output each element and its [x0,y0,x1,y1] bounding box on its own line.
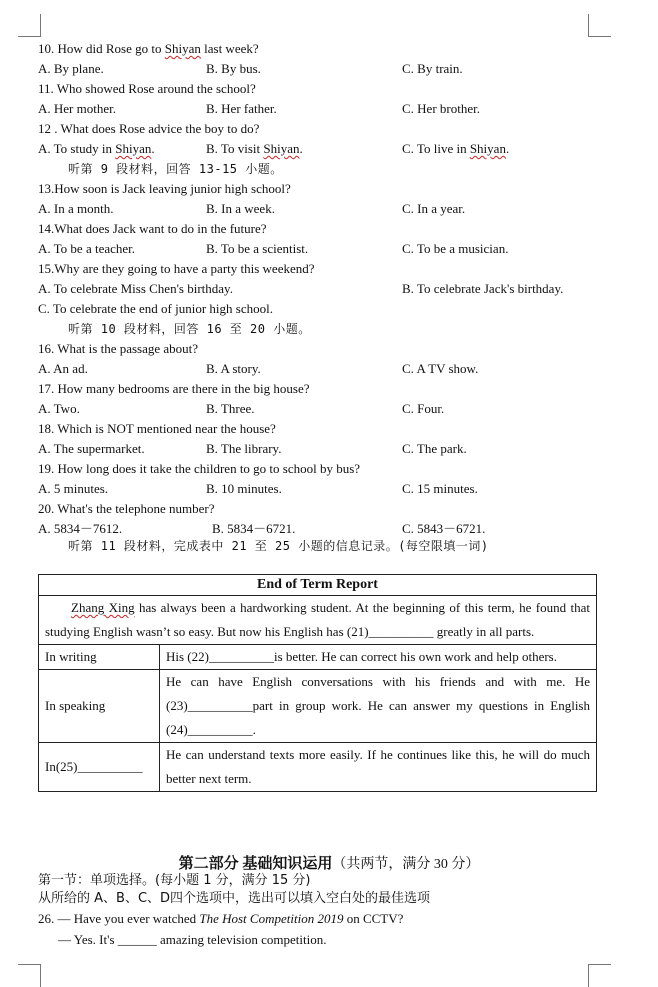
question-16: 16. What is the passage about? [38,341,199,356]
report-label-writing: In writing [39,645,160,670]
option-18-b: B. The library. [206,441,282,456]
option-15-a: A. To celebrate Miss Chen's birthday. [38,281,233,296]
option-17-a: A. Two. [38,401,80,416]
part-two-heading: 第二部分 基础知识运用（共两节，满分 30 分） [178,856,480,872]
option-12-a: A. To study in Shiyan. [38,141,155,156]
question-10: 10. How did Rose go to Shiyan last week? [38,41,259,56]
option-13-a: A. In a month. [38,201,114,216]
option-19-c: C. 15 minutes. [402,481,478,496]
section-one-heading: 第一节：单项选择。(每小题 1 分，满分 15 分) [38,873,311,888]
option-18-a: A. The supermarket. [38,441,145,456]
option-20-b: B. 5834－6721. [212,521,296,536]
question-26-answer-line: — Yes. It's ______ amazing television competition. [58,932,327,947]
crop-mark-top-right [588,14,611,37]
option-14-c: C. To be a musician. [402,241,509,256]
option-13-c: C. In a year. [402,201,466,216]
option-14-a: A. To be a teacher. [38,241,136,256]
option-16-b: B. A story. [206,361,261,376]
report-label-speaking: In speaking [39,670,160,743]
section-one-directions: 从所给的 A、B、C、D四个选项中，选出可以填入空白处的最佳选项 [38,891,431,906]
option-19-b: B. 10 minutes. [206,481,282,496]
option-17-b: B. Three. [206,401,255,416]
option-16-a: A. An ad. [38,361,88,376]
option-20-c: C. 5843－6721. [402,521,486,536]
option-11-b: B. Her father. [206,101,277,116]
option-11-a: A. Her mother. [38,101,116,116]
end-of-term-report-table [38,574,597,792]
report-intro: Zhang Xing has always been a hardworking student. At the beginning of this term, he found that studying English wasn’t so easy. But now his English has (21)__________ greatly in all parts. [39,596,597,645]
crop-mark-bottom-left [18,964,41,987]
option-10-b: B. By bus. [206,61,261,76]
option-19-a: A. 5 minutes. [38,481,109,496]
question-19: 19. How long does it take the children to go to school by bus? [38,461,361,476]
crop-mark-bottom-right [588,964,611,987]
question-20: 20. What's the telephone number? [38,501,215,516]
option-16-c: C. A TV show. [402,361,479,376]
listening-instruction-10: 听第 10 段材料，回答 16 至 20 小题。 [68,322,311,336]
report-label-25: In(25)__________ [39,743,160,792]
option-12-b: B. To visit Shiyan. [206,141,303,156]
option-20-a: A. 5834－7612. [38,521,123,536]
listening-instruction-9: 听第 9 段材料，回答 13-15 小题。 [68,162,283,176]
option-15-c: C. To celebrate the end of junior high school. [38,301,273,316]
crop-mark-top-left [18,14,41,37]
option-18-c: C. The park. [402,441,467,456]
question-11: 11. Who showed Rose around the school? [38,81,256,96]
report-text-reading: He can understand texts more easily. If he continues like this, he will do much better next term. [160,743,597,792]
option-12-c: C. To live in Shiyan. [402,141,510,156]
question-14: 14.What does Jack want to do in the future? [38,221,267,236]
option-10-a: A. By plane. [38,61,104,76]
question-18: 18. Which is NOT mentioned near the house? [38,421,276,436]
option-15-b: B. To celebrate Jack's birthday. [402,281,564,296]
report-text-speaking: He can have English conversations with his friends and with me. He (23)__________part in group work. He can answer my questions in English (24)__________. [160,670,597,743]
option-14-b: B. To be a scientist. [206,241,309,256]
report-text-writing: His (22)__________is better. He can correct his own work and help others. [160,645,597,670]
report-title: End of Term Report [39,575,597,596]
question-15: 15.Why are they going to have a party this weekend? [38,261,315,276]
option-17-c: C. Four. [402,401,445,416]
question-17: 17. How many bedrooms are there in the big house? [38,381,310,396]
question-26: 26. — Have you ever watched The Host Competition 2019 on CCTV? [38,911,404,926]
question-13: 13.How soon is Jack leaving junior high school? [38,181,291,196]
listening-instruction-11: 听第 11 段材料，完成表中 21 至 25 小题的信息记录。(每空限填一词) [68,539,489,553]
option-13-b: B. In a week. [206,201,275,216]
option-11-c: C. Her brother. [402,101,480,116]
question-12: 12 . What does Rose advice the boy to do? [38,121,260,136]
option-10-c: C. By train. [402,61,463,76]
